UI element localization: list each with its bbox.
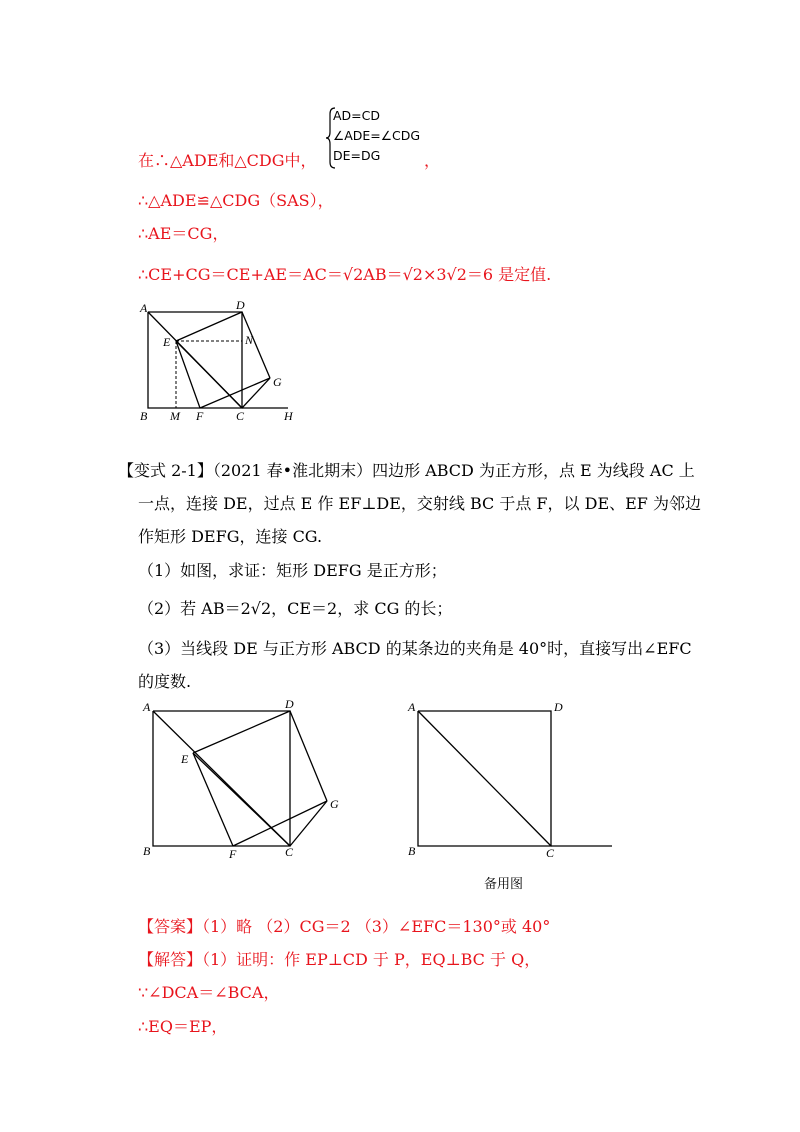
solution-angle-line: ∵∠DCA＝∠BCA， [138,983,280,1002]
fig1-label-f: F [196,409,204,423]
fig1-label-d: D [236,298,245,312]
fig2-label-g: G [330,797,339,811]
fig1-label-m: M [170,409,180,423]
fig1-label-c: C [236,409,245,423]
problem-text-1: （2021 春•淮北期末）四边形 ABCD 为正方形，点 E 为线段 AC 上 [212,461,695,480]
figure-1-square-diagram [130,298,310,428]
fig1-label-g: G [273,375,282,389]
fig2-label-e: E [181,752,189,766]
fig3-label-b: B [408,844,416,858]
fig1-label-h: H [284,409,293,423]
problem-line-2: 一点，连接 DE，过点 E 作 EF⊥DE，交射线 BC 于点 F，以 DE、EF 为邻边 [138,494,701,513]
solution-ae-cg: ∴AE＝CG， [138,224,229,243]
figure-2-square-diagram [135,695,365,870]
solution-eq-ep-line: ∴EQ＝EP， [138,1017,228,1036]
figure-3-caption: 备用图 [484,877,524,892]
problem-line-1 [118,460,695,482]
answer-line: 【答案】（1）略 （2）CG＝2 （3）∠EFC＝130°或 40° [138,917,551,936]
solution-sum-constant: ∴CE+CG＝CE+AE＝AC＝√2AB＝√2×3√2＝6 是定值. [138,265,552,284]
fig2-label-b: B [143,844,151,858]
figure-3-spare-diagram [400,695,630,870]
fig2-label-a: A [143,700,151,714]
question-1: （1）如图，求证：矩形 DEFG 是正方形； [138,561,447,580]
problem-line-3: 作矩形 DEFG，连接 CG. [138,527,323,546]
system-eq-1: AD=CD [333,108,381,123]
fig1-label-b: B [140,409,148,423]
question-3b: 的度数. [138,672,192,691]
system-comma: ， [424,151,441,170]
fig1-label-n: N [245,333,254,347]
solution-in-triangles: 在∴△ADE和△CDG中， [138,151,317,170]
system-eq-2: ∠ADE=∠CDG [333,128,420,143]
fig1-label-a: A [140,301,148,315]
system-eq-3: DE=DG [333,148,381,163]
fig3-label-c: C [546,846,555,860]
solution-start-line: 【解答】（1）证明：作 EP⊥CD 于 P，EQ⊥BC 于 Q， [138,950,541,969]
fig2-label-f: F [229,847,237,861]
fig2-label-c: C [285,845,294,859]
fig1-label-e: E [163,335,171,349]
fig3-label-d: D [554,700,563,714]
fig2-label-d: D [285,697,294,711]
fig3-label-a: A [408,700,416,714]
problem-title: 【变式 2-1】 [118,461,213,480]
solution-congruent: ∴△ADE≌△CDG（SAS）， [138,191,334,210]
question-2: （2）若 AB＝2√2，CE＝2，求 CG 的长； [138,599,453,618]
question-3a: （3）当线段 DE 与正方形 ABCD 的某条边的夹角是 40°时，直接写出∠EFC [138,639,692,658]
